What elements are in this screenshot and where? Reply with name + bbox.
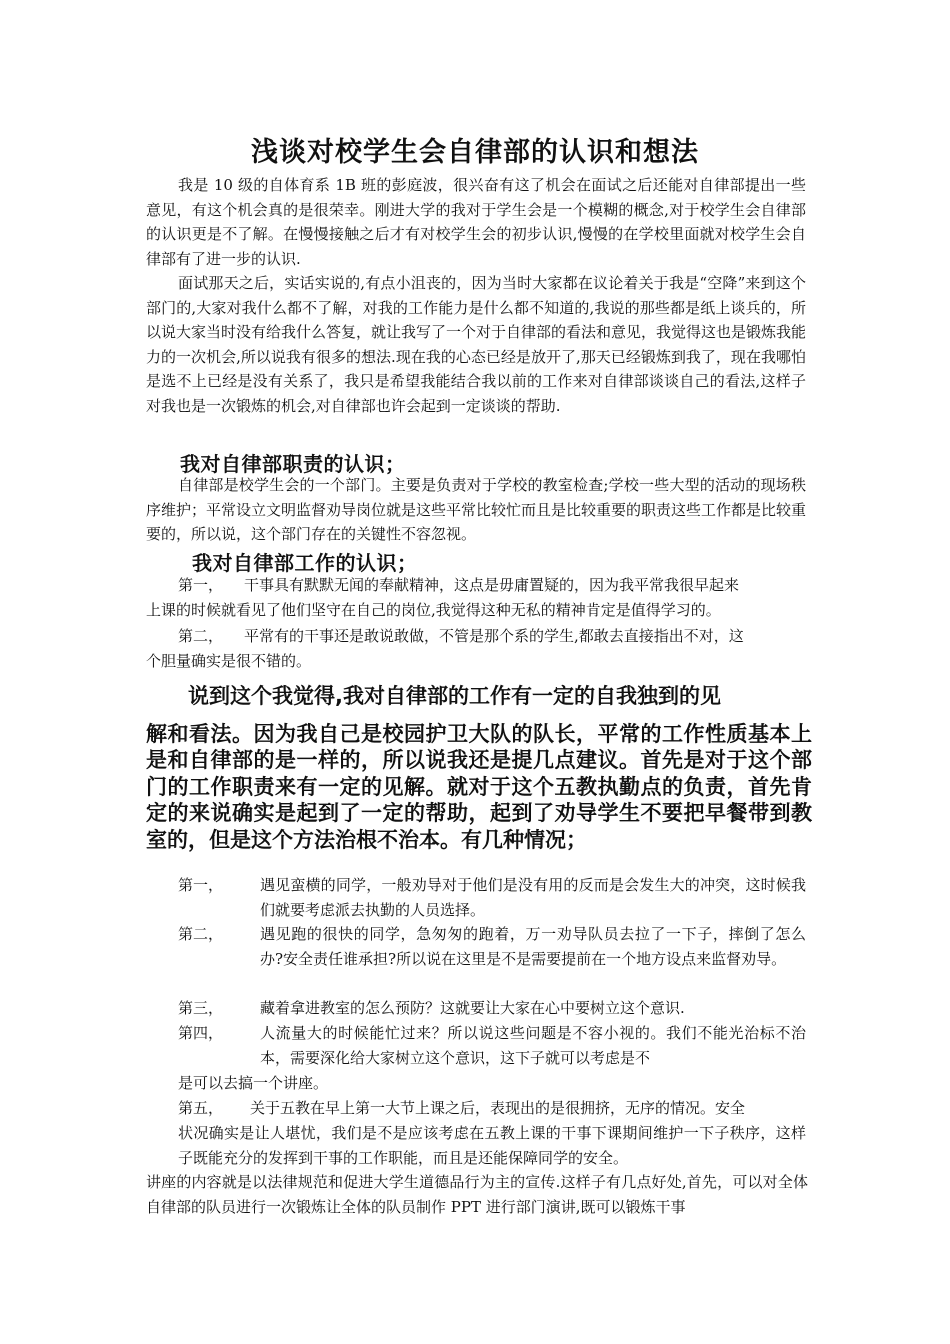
work-item-1-number: 第一， bbox=[178, 576, 224, 594]
case-item-3 bbox=[178, 996, 806, 1021]
case-item-4-text: 人流量大的时候能忙过来？所以说这些问题是不容小视的。我们不能光治标不治本，需要深化给大家树立这个意识，这下子就可以考虑是不 bbox=[260, 1024, 806, 1067]
case-item-5-line-1: 关于五教在早上第一大节上课之后，表现出的是很拥挤，无序的情况。安全 bbox=[250, 1099, 746, 1117]
case-item-1-number: 第一， bbox=[178, 876, 224, 894]
work-item-2-line-2: 个胆量确实是很不错的。 bbox=[146, 652, 312, 670]
document-title: 浅谈对校学生会自律部的认识和想法 bbox=[251, 137, 699, 168]
duties-section bbox=[146, 473, 806, 547]
work-item-1-line-2: 上课的时候就看见了他们坚守在自己的岗位,我觉得这种无私的精神肯定是值得学习的。 bbox=[146, 601, 721, 619]
duties-paragraph: 自律部是校学生会的一个部门。主要是负责对于学校的教室检查;学校一些大型的活动的现场秩序维护；平常设立文明监督劝导岗位就是这些平常比较忙而且是比较重要的职责这些工作都是比较重要的，所以说，这个部门存在的关键性不容忽视。 bbox=[146, 476, 807, 543]
suggestion-lead: 说到这个我觉得,我对自律部的工作有一定的自我独到的见 bbox=[188, 684, 721, 708]
intro-section bbox=[146, 173, 806, 418]
case-item-4-tail: 是可以去搞一个讲座。 bbox=[178, 1074, 329, 1092]
case-item-1 bbox=[178, 873, 806, 923]
case-item-2-text: 遇见跑的很快的同学，急匆匆的跑着，万一劝导队员去拉了一下子，摔倒了怎么办?安全责任谁承担?所以说在这里是不是需要提前在一个地方设点来监督劝导。 bbox=[260, 925, 806, 968]
case-item-2 bbox=[178, 922, 806, 996]
case-item-5-number: 第五， bbox=[178, 1099, 224, 1117]
case-item-3-number: 第三， bbox=[178, 999, 224, 1017]
intro-paragraph-1: 我是 10 级的自体育系 1B 班的彭庭波，很兴奋有这了机会在面试之后还能对自律部提出一些意见，有这个机会真的是很荣幸。刚进大学的我对于学生会是一个模糊的概念,对于校学生会自律部的认识更是不了解。在慢慢接触之后才有对校学生会的初步认识,慢慢的在学校里面就对校学生会自律部有了进一步的认识. bbox=[146, 176, 806, 268]
case-item-4-number: 第四， bbox=[178, 1024, 224, 1042]
case-item-5-rest: 状况确实是让人堪忧，我们是不是应该考虑在五教上课的干事下课期间维护一下子秩序，这样子既能充分的发挥到干事的工作职能，而且是还能保障同学的安全。 bbox=[178, 1124, 806, 1167]
case-item-1-text: 遇见蛮横的同学，一般劝导对于他们是没有用的反而是会发生大的冲突，这时候我们就要考虑派去执勤的人员选择。 bbox=[260, 876, 806, 919]
work-item-1-line-1: 干事具有默默无闻的奉献精神，这点是毋庸置疑的，因为我平常我很早起来 bbox=[244, 576, 740, 594]
work-item-2-number: 第二， bbox=[178, 627, 224, 645]
suggestion-paragraph bbox=[146, 683, 812, 853]
case-item-4 bbox=[178, 1021, 806, 1071]
section-heading-work: 我对自律部工作的认识； bbox=[192, 551, 418, 575]
closing-paragraph: 讲座的内容就是以法律规范和促进大学生道德品行为主的宣传.这样子有几点好处,首先，可以对全体自律部的队员进行一次锻炼让全体的队员制作 PPT 进行部门演讲,既可以锻炼干事 bbox=[146, 1173, 808, 1216]
case-item-2-number: 第二， bbox=[178, 925, 224, 943]
work-item-2-line-1: 平常有的干事还是敢说敢做，不管是那个系的学生,都敢去直接指出不对，这 bbox=[244, 627, 744, 645]
intro-paragraph-2: 面试那天之后，实话实说的,有点小沮丧的，因为当时大家都在议论着关于我是“空降”来到这个部门的,大家对我什么都不了解，对我的工作能力是什么都不知道的,我说的那些都是纸上谈兵的，所以说大家当时没有给我什么答复，就让我写了一个对于自律部的看法和意见，我觉得这也是锻炼我能力的一次机会,所以说我有很多的想法.现在我的心态已经是放开了,那天已经锻炼到我了，现在我哪怕是选不上已经是没有关系了，我只是希望我能结合我以前的工作来对自律部谈谈自己的看法,这样子对我也是一次锻炼的机会,对自律部也许会起到一定谈谈的帮助. bbox=[146, 274, 807, 415]
section-heading-duties: 我对自律部职责的认识； bbox=[180, 452, 406, 476]
case-item-3-text: 藏着拿进教室的怎么预防？这就要让大家在心中要树立这个意识. bbox=[260, 999, 685, 1017]
suggestion-body: 解和看法。因为我自己是校园护卫大队的队长，平常的工作性质基本上是和自律部的是一样的，所以说我还是提几点建议。首先是对于这个部门的工作职责来有一定的见解。就对于这个五教执勤点的负责，首先肯定的来说确实是起到了一定的帮助，起到了劝导学生不要把早餐带到教室的，但是这个方法治根不治本。有几种情况； bbox=[146, 721, 812, 852]
